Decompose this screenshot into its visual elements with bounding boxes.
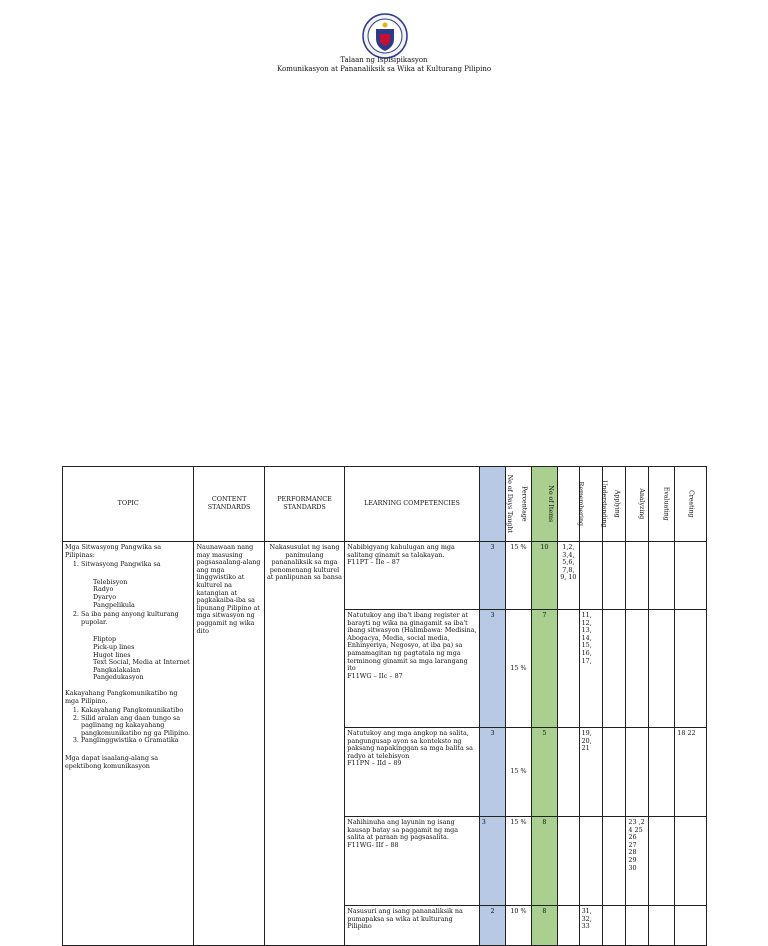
applying-cell <box>602 542 625 610</box>
competency-cell: Nasusuri ang isang pananaliksik na pumapaksa sa wika at kulturang Pilipino <box>345 906 480 946</box>
percentage-cell: 15 % <box>506 728 531 817</box>
days-cell: 3 <box>479 610 505 728</box>
evaluating-cell <box>648 906 674 946</box>
competency-cell: Natutukoy ang iba't ibang register at barayti ng wika na ginagamit sa iba't ibang sitwasyon (Halimbawa: Medisina, Abogacya, Media, social media, Enhinyeriya, Negosyo, at iba pa) sa pamamagitan ng pagtatala ng mga terminong ginamit sa mga larangang ito F11WG – IIc – 87 <box>345 610 480 728</box>
header-applying: Applying <box>602 467 625 542</box>
applying-cell <box>602 610 625 728</box>
document-title: Talaan ng Ispisipikasyon <box>340 56 428 64</box>
items-cell: 10 <box>531 542 557 610</box>
understanding-cell <box>579 542 602 610</box>
remembering-cell <box>558 728 579 817</box>
competency-cell: Nahihinuha ang layunin ng isang kausap batay sa paggamit ng mga salita at paraan ng pagsasalita. F11WG- IIf – 88 <box>345 817 480 906</box>
content-standard-cell: Naunawaan nang may masusing pagsasaalang-alang ang mga linggwistiko at kulturel na katangian at pagkakaiba-iba sa lipunang Pilipino at mga sitwasyon ng paggamit ng wika dito <box>194 542 264 946</box>
evaluating-cell <box>648 728 674 817</box>
header-percentage: Percentage <box>506 467 531 542</box>
deped-seal-icon <box>362 13 408 59</box>
evaluating-cell <box>648 610 674 728</box>
topic-cell: Mga Sitwasyong Pangwika sa Pilipinas: 1. Sitwasyong Pangwika sa Telebisyon Radyo Dyaryo Pangpelikula 2. Sa iba pang anyong kulturang pupolar. Fliptop Pick-up lines Hugot lines Text Social, Media at Internet Pangkalakalan Pangedukasyon Kakayahang Pangkomunikatibo ng mga Pilipino. 1. Kakayahang Pangkomunikatibo 2. Silid aralan ang daan tungo sa paglinang ng kakayahang pangkomunikatibo ng ga Pilipino. 3. Panglinggwistika o Gramatika Mga dapat isaalang-alang sa epektibong komunikasyon <box>63 542 194 946</box>
header-performance-standards: PERFORMANCE STANDARDS <box>264 467 345 542</box>
remembering-cell: 1,2, 3,4, 5,6, 7,8, 9, 10 <box>558 542 579 610</box>
creating-cell <box>675 817 707 906</box>
header-learning-competencies: LEARNING COMPETENCIES <box>345 467 480 542</box>
remembering-cell <box>558 817 579 906</box>
items-cell: 8 <box>531 906 557 946</box>
creating-cell: 18 22 <box>675 728 707 817</box>
percentage-cell: 15 % <box>506 817 531 906</box>
header-creating: Creating <box>675 467 707 542</box>
applying-cell <box>602 728 625 817</box>
days-cell: 3 <box>479 728 505 817</box>
creating-cell <box>675 906 707 946</box>
header-understanding: Understanding <box>579 467 602 542</box>
header-topic: TOPIC <box>63 467 194 542</box>
header-content-standards: CONTENT STANDARDS <box>194 467 264 542</box>
header-remembering: Remembering <box>558 467 579 542</box>
remembering-cell <box>558 906 579 946</box>
percentage-cell: 15 % <box>506 542 531 610</box>
days-cell: 2 <box>479 906 505 946</box>
analyzing-cell <box>626 610 648 728</box>
understanding-cell: 19, 20, 21 <box>579 728 602 817</box>
evaluating-cell <box>648 817 674 906</box>
analyzing-cell <box>626 542 648 610</box>
applying-cell <box>602 817 625 906</box>
performance-standard-cell: Nakasusulat ng isang panimulang pananaliksik sa mga penomenang kulturel at panlipunan sa bansa <box>264 542 345 946</box>
understanding-cell: 11, 12, 13, 14, 15, 16, 17, <box>579 610 602 728</box>
table-row <box>63 542 707 610</box>
header-evaluating: Evaluating <box>648 467 674 542</box>
header-analyzing: Analyzing <box>626 467 648 542</box>
table-header-row <box>63 467 707 542</box>
competency-cell: Natutukoy ang mga angkop na salita, pangungusap ayon sa konteksto ng paksang napakinggan sa mga balita sa radyo at telebisyon F11PN – IId – 89 <box>345 728 480 817</box>
analyzing-cell <box>626 906 648 946</box>
items-cell: 5 <box>531 728 557 817</box>
percentage-cell: 10 % <box>506 906 531 946</box>
days-cell: 3 <box>479 817 505 906</box>
percentage-cell: 15 % <box>506 610 531 728</box>
competency-cell: Nabibigyang kahulugan ang mga salitang ginamit sa talakayan. F11PT – IIe – 87 <box>345 542 480 610</box>
evaluating-cell <box>648 542 674 610</box>
analyzing-cell <box>626 728 648 817</box>
header-days-taught: No of Days Taught <box>479 467 505 542</box>
creating-cell <box>675 542 707 610</box>
days-cell: 3 <box>479 542 505 610</box>
applying-cell <box>602 906 625 946</box>
header-items: No of Items <box>531 467 557 542</box>
document-subtitle: Komunikasyon at Pananaliksik sa Wika at Kulturang Pilipino <box>276 65 492 73</box>
understanding-cell: 31, 32, 33 <box>579 906 602 946</box>
remembering-cell <box>558 610 579 728</box>
creating-cell <box>675 610 707 728</box>
understanding-cell <box>579 817 602 906</box>
analyzing-cell: 23 ,2 4 25 26 27 28 29 30 <box>626 817 648 906</box>
items-cell: 7 <box>531 610 557 728</box>
items-cell: 8 <box>531 817 557 906</box>
specification-table <box>62 466 707 946</box>
